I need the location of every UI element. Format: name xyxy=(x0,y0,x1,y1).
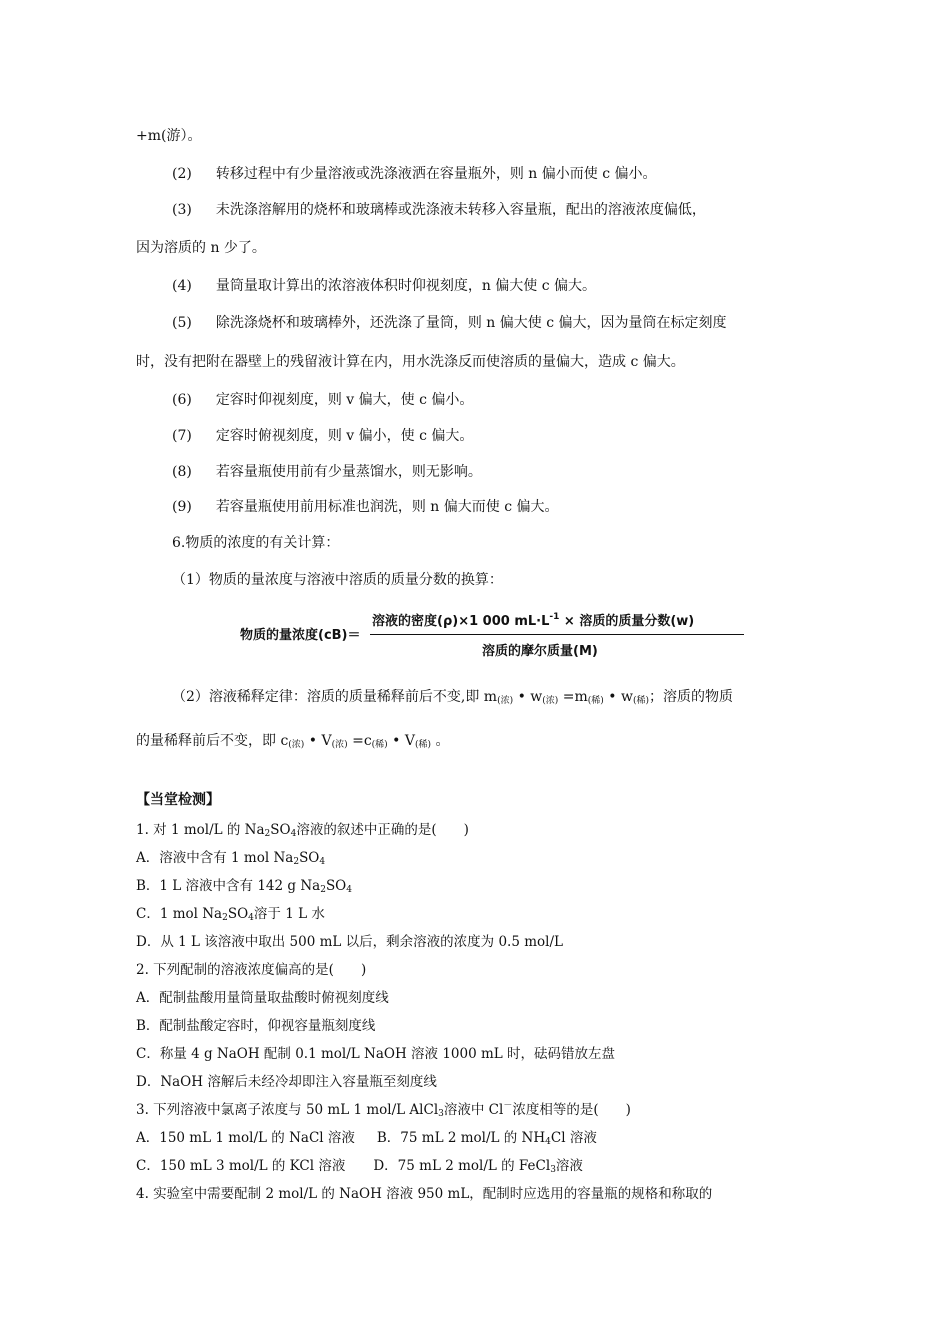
q3-option-c: C．150 mL 3 mol/L 的 KCl 溶液 xyxy=(136,1158,346,1174)
question-1: 1. 对 1 mol/L 的 $Na_2SO_4$溶液的叙述中正确的是( ) xyxy=(136,822,469,839)
concentration-formula xyxy=(240,606,750,666)
question-3: 3. 下列溶液中氯离子浓度与 50 mL 1 mol/L AlCl$_3$溶液中 Cl－浓度相等的是( ) xyxy=(136,1101,631,1119)
q2-option-c: C．称量 4 g NaOH 配制 0.1 mol/L NaOH 溶液 1000 mL 时，砝码错放左盘 xyxy=(136,1046,616,1062)
item-text: 若容量瓶使用前用标准也润洗，则 n 偏大而使 c 偏大。 xyxy=(215,499,559,515)
item-6 xyxy=(172,390,473,410)
item-number: (2) xyxy=(172,166,192,182)
formula-denominator: 溶质的摩尔质量(M) xyxy=(482,644,598,659)
q3-options-cd xyxy=(136,1156,583,1176)
q2-option-a: A．配制盐酸用量筒量取盐酸时俯视刻度线 xyxy=(136,990,389,1006)
fraction-bar xyxy=(370,634,744,635)
formula-numerator: 溶液的密度(ρ)×1 000 $mL\cdot L^{-1}$ × 溶质的质量分数(w) xyxy=(372,612,695,629)
question-2: 2. 下列配制的溶液浓度偏高的是( ) xyxy=(136,962,367,978)
item-number: (4) xyxy=(172,278,192,294)
question-4: 4. 实验室中需要配制 2 mol/L 的 NaOH 溶液 950 mL，配制时应选用的容量瓶的规格和称取的 xyxy=(136,1186,713,1202)
item-number: (9) xyxy=(172,499,192,515)
item-text: 除洗涤烧杯和玻璃棒外，还洗涤了量筒，则 n 偏大使 c 偏大，因为量筒在标定刻度 xyxy=(215,315,727,331)
q3-options-ab xyxy=(136,1128,597,1148)
item-text: 定容时俯视刻度，则 v 偏小，使 c 偏大。 xyxy=(215,428,474,444)
q3-option-d: D．75 mL 2 mol/L 的 FeCl$_3$溶液 xyxy=(373,1158,583,1175)
item-3-continued: 因为溶质的 n 少了。 xyxy=(136,240,266,256)
section-6-title: 6.物质的浓度的有关计算： xyxy=(172,535,340,551)
item-4 xyxy=(172,276,596,296)
section-6-2-continued: 的量稀释前后不变，即 $c_{(浓)}$ • $V_{(浓)} =c_{(稀)}$ • $V_{(稀)}$ 。 xyxy=(136,733,450,750)
q1-option-b: B．1 L 溶液中含有 142 g $Na_2SO_4$ xyxy=(136,878,352,895)
item-7 xyxy=(172,426,473,446)
item-2 xyxy=(172,164,657,184)
item-text: 量筒量取计算出的浓溶液体积时仰视刻度，n 偏大使 c 偏大。 xyxy=(215,278,597,294)
item-number: (3) xyxy=(172,202,192,218)
item-5-continued: 时，没有把附在器壁上的残留液计算在内，用水洗涤反而使溶质的量偏大，造成 c 偏大。 xyxy=(136,354,685,370)
item-3 xyxy=(172,200,706,220)
item-number: (6) xyxy=(172,392,192,408)
q2-option-d: D．NaOH 溶解后未经冷却即注入容量瓶至刻度线 xyxy=(136,1074,437,1090)
item-9 xyxy=(172,497,559,517)
section-6-2: （2）溶液稀释定律：溶质的质量稀释前后不变,即 $m_{(浓)}$ • $w_{(浓)} =m_{(稀)}$ • $w_{(稀)}$；溶质的物质 xyxy=(172,689,733,706)
q3-option-a: A．150 mL 1 mol/L 的 NaCl 溶液 xyxy=(136,1130,355,1146)
q3-option-b: B．75 mL 2 mol/L 的 $NH_4Cl$ 溶液 xyxy=(376,1130,597,1147)
q1-option-c: C．1 mol $Na_2SO_4$溶于 1 L 水 xyxy=(136,906,325,923)
item-text: 定容时仰视刻度，则 v 偏大，使 c 偏小。 xyxy=(215,392,474,408)
q2-option-b: B．配制盐酸定容时，仰视容量瓶刻度线 xyxy=(136,1018,376,1034)
item-number: (7) xyxy=(172,428,192,444)
item-text: 未洗涤溶解用的烧杯和玻璃棒或洗涤液未转移入容量瓶，配出的溶液浓度偏低， xyxy=(215,202,706,218)
item-5 xyxy=(172,313,727,333)
section-heading: 【当堂检测】 xyxy=(136,792,220,808)
item-text: 若容量瓶使用前有少量蒸馏水，则无影响。 xyxy=(215,464,482,480)
item-number: (5) xyxy=(172,315,192,331)
item-8 xyxy=(172,462,482,482)
formula-lhs: 物质的量浓度(cB)＝ xyxy=(240,628,361,643)
item-number: (8) xyxy=(172,464,192,480)
q1-option-a: A．溶液中含有 1 mol $Na_2SO_4$ xyxy=(136,850,326,867)
section-6-1: （1）物质的量浓度与溶液中溶质的质量分数的换算： xyxy=(172,572,503,588)
continuation-text: +m(游）。 xyxy=(136,128,202,144)
item-text: 转移过程中有少量溶液或洗涤液洒在容量瓶外，则 n 偏小而使 c 偏小。 xyxy=(215,166,657,182)
q1-option-d: D．从 1 L 该溶液中取出 500 mL 以后，剩余溶液的浓度为 0.5 mol/L xyxy=(136,934,563,950)
